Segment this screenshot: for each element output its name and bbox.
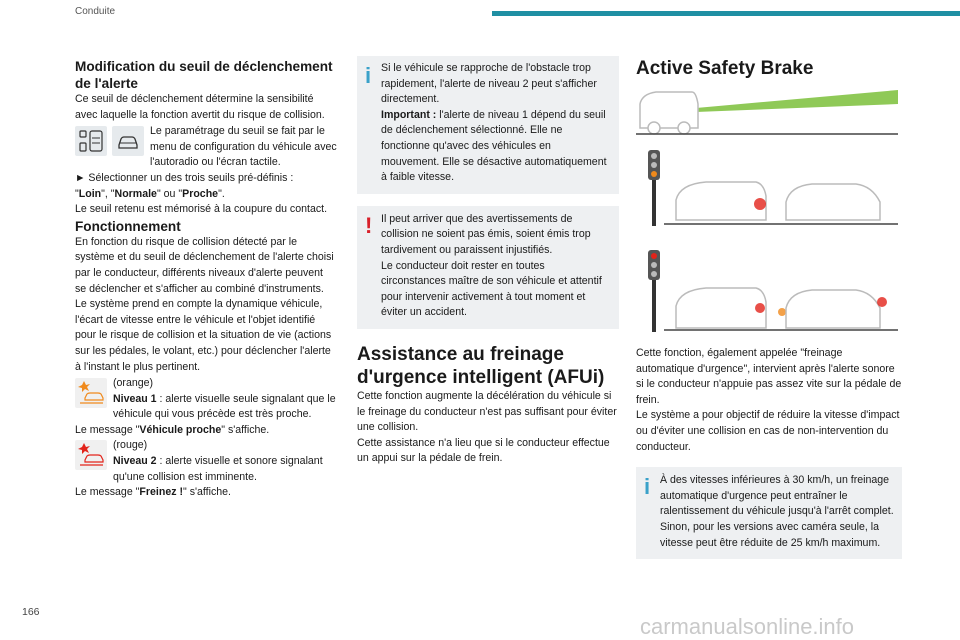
option-normal: Normale: [114, 187, 157, 200]
sensor-beam: [696, 90, 898, 112]
heading-asb: Active Safety Brake: [636, 58, 814, 79]
separator: ,: [104, 187, 111, 200]
msg-vehicle-close: Véhicule proche: [139, 423, 222, 436]
msg-brake: Freinez !: [139, 486, 183, 499]
column-right: [636, 57, 902, 80]
column-middle: [357, 56, 619, 467]
msg-suffix: " s'affiche.: [182, 486, 231, 499]
option-far: Loin: [78, 187, 102, 200]
vehicle-ahead: [786, 184, 880, 220]
paragraph: Le seuil retenu est mémorisé à la coupure du contact.: [75, 203, 328, 216]
header-accent-bar: [492, 11, 960, 16]
msg-prefix: Le message ": [75, 486, 140, 499]
page-number: 166: [22, 606, 40, 618]
brake-glow: [754, 198, 766, 210]
info-icon: i: [644, 474, 651, 500]
heading-operation: Fonctionnement: [75, 218, 181, 234]
level1-label: Niveau 1: [113, 392, 157, 405]
paragraph: En fonction du risque de collision détecté par le système et du seuil de déclenchement de l'alerte choisi par le conducteur, différents niveaux d'alerte peuvent se déclencher et s'afficher au combiné d'instruments.: [75, 235, 334, 295]
level1-message: [75, 423, 337, 439]
level1-desc: : alerte visuelle seule signalant que le véhicule qui vous précède est très proche.: [113, 392, 336, 421]
paragraph: Cette fonction augmente la décélération du véhicule si le freinage du conducteur n'est pas suffisant pour éviter une collision.: [357, 389, 617, 434]
heading-threshold: Modification du seuil de déclenchement de l'alerte: [75, 59, 333, 91]
level1-text: [113, 392, 337, 423]
settings-menu-icon: [75, 126, 107, 156]
column-left: [75, 58, 337, 501]
level1-row: [75, 376, 337, 423]
paragraph: Ce seuil de déclenchement détermine la sensibilité avec laquelle la fonction avertit du risque de collision.: [75, 93, 325, 121]
paragraph: Le système prend en compte la dynamique véhicule, l'écart de vitesse entre le véhicule et l'objet identifié pour le risque de collision et la situation de vie (actions sur les pédales, le volant, etc.) pour déclencher l'alerte à l'instant le plus pertinent.: [75, 298, 332, 373]
level2-label: Niveau 2: [113, 455, 157, 468]
settings-row: [75, 124, 337, 171]
select-prefix: ► Sélectionner un des trois seuils pré-définis :: [75, 171, 294, 184]
info-note: [636, 467, 902, 559]
paragraph: Le système a pour objectif de réduire la vitesse d'impact ou d'éviter une collision en cas de non-intervention du conducteur.: [636, 409, 900, 453]
warning-icon: !: [365, 212, 373, 238]
msg-prefix: Le message ": [75, 423, 140, 436]
note-text: l'alerte de niveau 1 dépend du seuil de déclenchement sélectionné. Elle ne fonctionne qu'avec des véhicules en mouvement. Elle se désactive automatiquement à faible vitesse.: [381, 108, 607, 184]
column-right-text: [636, 346, 902, 559]
heading-afui: Assistance au freinage d'urgence intelligent (AFUi): [357, 343, 605, 388]
illustration-alert: [636, 146, 898, 226]
level2-color: (rouge): [113, 439, 148, 452]
settings-text: Le paramétrage du seuil se fait par le menu de configuration du véhicule avec l'autoradio ou l'écran tactile.: [150, 125, 337, 169]
separator: ou: [160, 187, 179, 200]
watermark: carmanualsonline.info: [640, 614, 855, 639]
level2-text: [113, 454, 337, 485]
section-title: Conduite: [75, 6, 116, 17]
paragraph: Cette fonction, également appelée "freinage automatique d'urgence", intervient après l'alerte sonore si le conducteur n'appuie pas assez vite sur la pédale de frein.: [636, 347, 902, 406]
paragraph: Cette assistance n'a lieu que si le conducteur effectue un appui sur la pédale de frein.: [357, 436, 610, 465]
vehicle: [676, 288, 766, 328]
collision-alert-red-icon: [75, 440, 107, 470]
select-threshold-line: ► Sélectionner un des trois seuils pré-définis : "Loin", "Normale" ou "Proche".: [75, 171, 294, 200]
info-icon: i: [365, 63, 372, 88]
note-text: À des vitesses inférieures à 30 km/h, un freinage automatique d'urgence peut entraîner le ralentissement du véhicule jusqu'à l'arrêt complet.: [660, 474, 894, 518]
illustration-brake: [636, 246, 898, 332]
car-settings-icon: [112, 126, 144, 156]
collision-alert-orange-icon: [75, 378, 107, 408]
important-label: Important :: [381, 108, 437, 121]
note-text: Le conducteur doit rester en toutes circonstances maître de son véhicule et attentif pour intervenir activement à tout moment et éviter un accident.: [381, 259, 602, 319]
info-note: [357, 56, 619, 194]
warning-note: [357, 206, 619, 329]
level2-desc: : alerte visuelle et sonore signalant qu'une collision est imminente.: [113, 455, 323, 483]
illustration-approach: [636, 84, 898, 136]
vehicle: [676, 182, 766, 220]
level2-row: [75, 438, 337, 485]
msg-suffix: " s'affiche.: [221, 423, 270, 436]
level1-color: (orange): [113, 377, 154, 390]
level2-message: [75, 485, 337, 501]
vehicle-ahead: [786, 290, 880, 328]
vehicle: [640, 92, 698, 128]
note-text: Sinon, pour les versions avec caméra seule, la vitesse peut être réduite de 25 km/h maximum.: [660, 520, 881, 549]
note-text: Il peut arriver que des avertissements de collision ne soient pas émis, soient émis trop tardivement ou paraissent injustifiés.: [381, 212, 591, 256]
note-important: [381, 108, 611, 186]
option-close: Proche: [182, 187, 219, 200]
note-text: Si le véhicule se rapproche de l'obstacle trop rapidement, l'alerte de niveau 2 peut s'afficher directement.: [381, 62, 597, 106]
